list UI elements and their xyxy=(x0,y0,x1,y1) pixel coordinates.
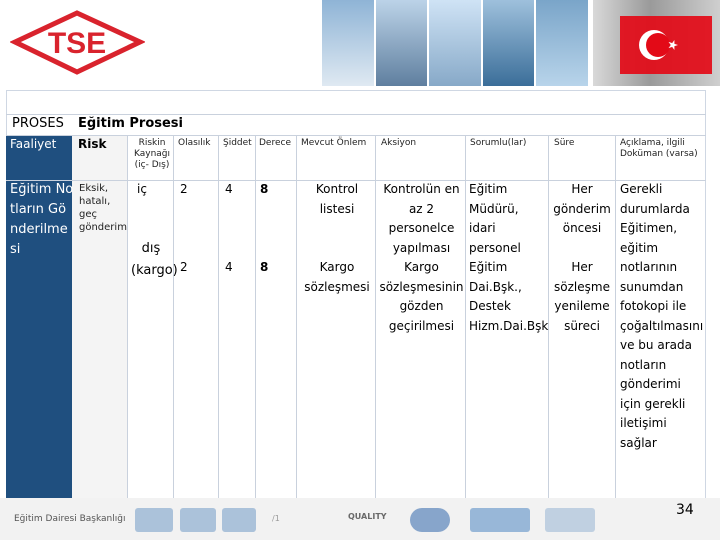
header-riskin-kaynagi: Riskin Kaynağı (iç- Dış) xyxy=(133,138,171,170)
header-sorumlu: Sorumlu(lar) xyxy=(470,138,527,148)
header-aksiyon: Aksiyon xyxy=(381,138,417,148)
header-risk: Risk xyxy=(78,137,107,151)
footer-logo-icon xyxy=(470,508,530,532)
column-divider xyxy=(465,135,466,506)
footer-slide-fragment: /1 xyxy=(272,514,280,523)
row2-mevcut-onlem: Kargo sözleşmesi xyxy=(304,260,370,294)
row2-kaynak: dış (kargo) xyxy=(131,241,178,278)
row2-sorumlu: Eğitim Dai.Bşk., Destek Hizm.Dai.Bşk xyxy=(469,260,549,333)
column-divider xyxy=(173,135,174,506)
column-divider xyxy=(296,135,297,506)
footer-logo-icon xyxy=(135,508,173,532)
svg-text:TSE: TSE xyxy=(47,27,107,60)
row1-mevcut-onlem: Kontrol listesi xyxy=(315,182,359,216)
row2-derece: 8 xyxy=(260,260,269,274)
column-divider xyxy=(548,135,549,506)
turkish-flag-icon xyxy=(620,16,712,74)
page-number: 34 xyxy=(676,502,694,518)
row2-siddet: 4 xyxy=(225,260,233,274)
row-divider xyxy=(6,135,706,136)
row1-aksiyon: Kontrolün en az 2 personelce yapılması xyxy=(383,182,460,255)
header-olasilik: Olasılık xyxy=(178,138,211,148)
footer-logo-icon xyxy=(410,508,450,532)
footer-logo-icon xyxy=(545,508,595,532)
column-divider xyxy=(255,135,256,506)
faaliyet-cell: Eğitim Notların Gönderilmesi xyxy=(10,182,74,257)
header-aciklama: Açıklama, ilgili Doküman (varsa) xyxy=(620,138,698,159)
aciklama-cell: Gerekli durumlarda Eğitimen, eğitim notlarının sunumdan fotokopi ile çoğaltılmasını ve bu arada notların gönderimi için gerekli iletişimi sağlar xyxy=(620,182,704,450)
tse-logo xyxy=(10,10,145,75)
header-faaliyet: Faaliyet xyxy=(10,137,57,151)
quality-badge: QUALITY xyxy=(348,512,387,521)
risk-cell: Eksik, hatalı, geç gönderim xyxy=(79,183,127,233)
header-mevcut-onlem: Mevcut Önlem xyxy=(301,138,367,148)
row2-sure: Her sözleşme yenileme süreci xyxy=(554,260,610,333)
header-derece: Derece xyxy=(259,138,291,148)
header-sure: Süre xyxy=(554,138,575,148)
row1-olasilik: 2 xyxy=(180,182,188,196)
footer-logo-icon xyxy=(222,508,256,532)
column-divider xyxy=(615,135,616,506)
column-divider xyxy=(127,135,128,506)
row1-sorumlu: Eğitim Müdürü, idari personel xyxy=(469,182,521,255)
process-title: Eğitim Prosesi xyxy=(78,116,184,131)
row2-olasilik: 2 xyxy=(180,260,188,274)
row1-sure: Her gönderim öncesi xyxy=(553,182,611,235)
row1-kaynak: iç xyxy=(137,182,147,196)
column-divider xyxy=(218,135,219,506)
photo-strip xyxy=(322,0,590,86)
row1-siddet: 4 xyxy=(225,182,233,196)
row1-derece: 8 xyxy=(260,182,269,196)
header-banner xyxy=(0,0,720,88)
footer-text: Eğitim Dairesi Başkanlığı xyxy=(14,514,126,524)
footer-logo-icon xyxy=(180,508,216,532)
column-divider xyxy=(375,135,376,506)
proses-label: PROSES xyxy=(12,116,64,131)
header-siddet: Şiddet xyxy=(223,138,252,148)
row2-aksiyon: Kargo sözleşmesinin gözden geçirilmesi xyxy=(379,260,464,333)
